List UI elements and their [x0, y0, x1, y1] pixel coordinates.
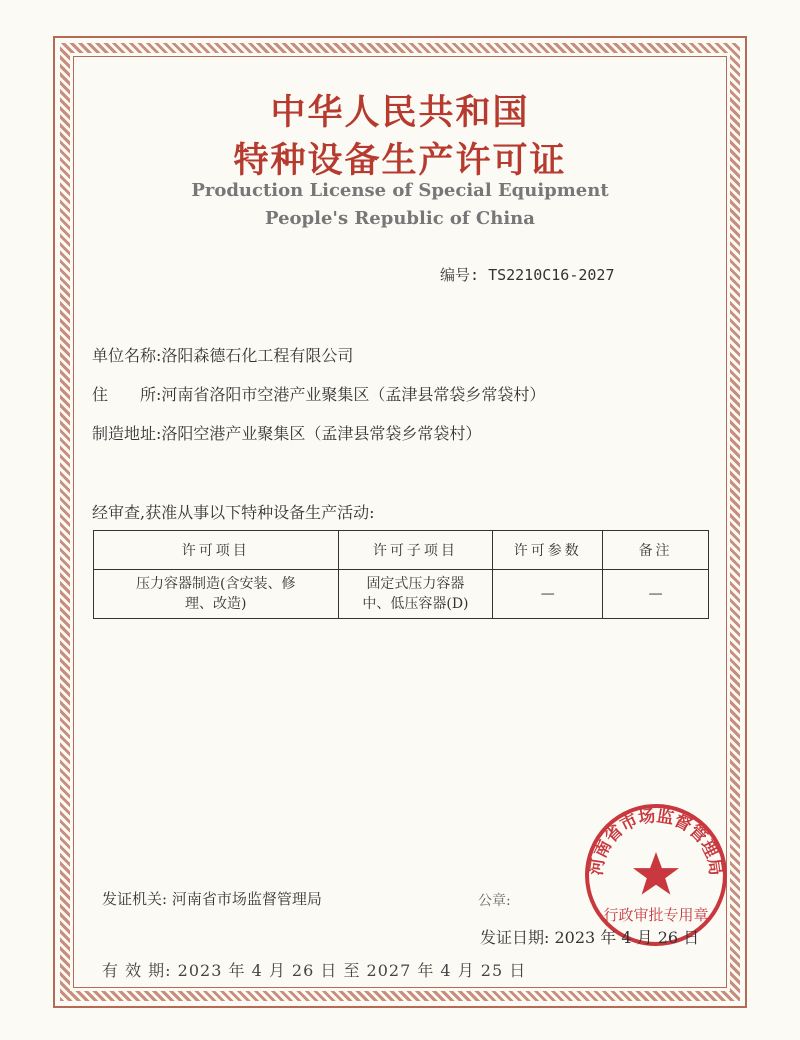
certificate-number-label: 编号: — [440, 266, 480, 284]
address-field — [92, 382, 545, 405]
address-label: 住 所: — [92, 385, 162, 404]
header-license-parameter: 许可参数 — [493, 531, 603, 570]
cell-license-item-line1: 压力容器制造(含安装、修 — [136, 576, 296, 592]
unit-name-field — [92, 343, 353, 366]
title-cn-line1: 中华人民共和国 — [270, 92, 530, 133]
seal-star-icon — [633, 852, 679, 895]
issue-date-label: 发证日期: — [480, 928, 550, 947]
validity-value: 2023 年 4 月 26 日 至 2027 年 4 月 25 日 — [177, 961, 527, 980]
seal-label: 公章: — [478, 893, 511, 909]
cell-license-subitem — [338, 570, 493, 619]
validity-period — [102, 958, 526, 981]
approval-statement: 经审查,获准从事以下特种设备生产活动: — [92, 503, 375, 522]
cell-remark: — — [603, 570, 709, 619]
manufacturing-address-value: 洛阳空港产业聚集区（孟津县常袋乡常袋村） — [161, 424, 482, 443]
cell-license-subitem-line1: 固定式压力容器 — [366, 576, 465, 592]
address-value: 河南省洛阳市空港产业聚集区（孟津县常袋乡常袋村） — [161, 385, 546, 404]
table-row — [94, 570, 709, 619]
cell-license-item-line2: 理、改造) — [185, 596, 247, 612]
seal-outer-text: 河南省市场监督管理局 — [586, 806, 726, 877]
issue-date-value: 2023 年 4 月 26 日 — [554, 928, 700, 947]
certificate-number — [440, 264, 615, 285]
table-header-row — [94, 531, 709, 570]
header-license-item: 许可项目 — [94, 531, 339, 570]
cell-license-subitem-line2: 中、低压容器(D) — [362, 596, 469, 612]
unit-name-label: 单位名称: — [92, 346, 162, 365]
manufacturing-address-field — [92, 421, 481, 444]
manufacturing-address-label: 制造地址: — [92, 424, 162, 443]
title-en-line1: Production License of Special Equipment — [191, 180, 609, 201]
header-remark: 备注 — [603, 531, 709, 570]
unit-name-value: 洛阳森德石化工程有限公司 — [161, 346, 354, 365]
license-scope-table — [93, 530, 709, 619]
issuing-authority-label: 发证机关: — [102, 890, 168, 908]
issue-date — [480, 925, 699, 948]
certificate-number-value: TS2210C16-2027 — [488, 266, 615, 284]
validity-label: 有 效 期: — [102, 961, 172, 980]
cell-license-parameter: — — [493, 570, 603, 619]
title-en-line2: People's Republic of China — [265, 208, 535, 229]
issuing-authority-value: 河南省市场监督管理局 — [171, 890, 322, 908]
issuing-authority — [102, 888, 322, 909]
title-cn-line2: 特种设备生产许可证 — [233, 140, 567, 181]
seal-inner-text: 行政审批专用章 — [603, 906, 709, 924]
cell-license-item — [94, 570, 339, 619]
header-license-subitem: 许可子项目 — [338, 531, 493, 570]
